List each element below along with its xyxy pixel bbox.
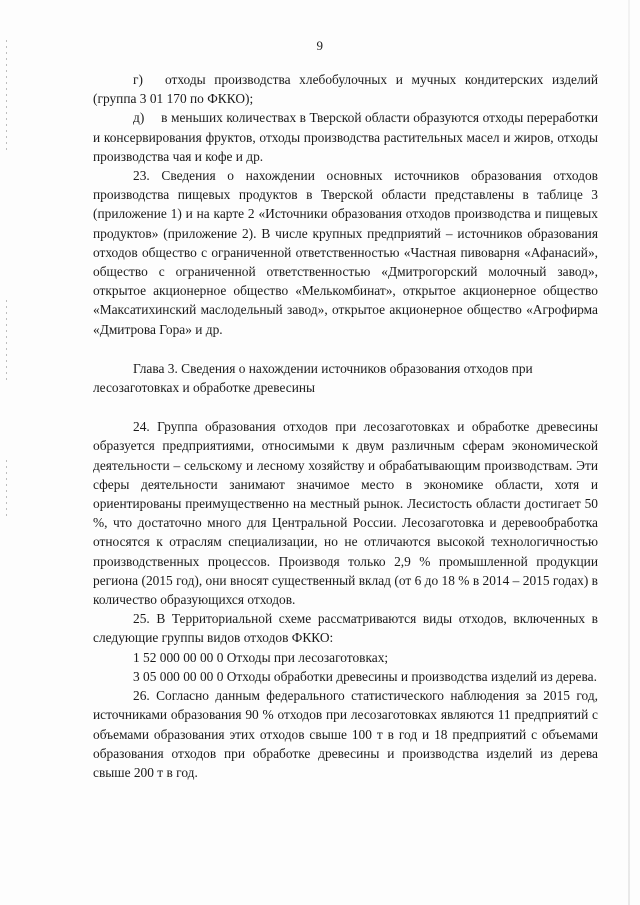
page-number: 9 xyxy=(316,38,324,53)
chapter-heading: Глава 3. Сведения о нахождении источников образования отходов при лесозаготовках и обработке древесины xyxy=(93,360,533,396)
paragraph-item-d: д) в меньших количествах в Тверской области образуются отходы переработки и консервирования фруктов, отходы производства растительных масел и жиров, отходы производства чая и кофе и др. xyxy=(93,110,598,164)
scan-edge xyxy=(628,0,630,905)
waste-code-line-2: 3 05 000 00 00 0 Отходы обработки древесины и производства изделий из дерева. xyxy=(133,668,597,684)
paragraph-26: 26. Согласно данным федерального статистического наблюдения за 2015 год, источниками образования 90 % отходов при лесозаготовках являются 11 предприятий с объемами образования этих отходов свыше 100 т в год и 18 предприятий с объемами образования отходов при обработке древесины и производства изделий из дерева свыше 200 т в год. xyxy=(93,688,598,780)
waste-code-line-1: 1 52 000 00 00 0 Отходы при лесозаготовках; xyxy=(133,649,389,665)
document-body xyxy=(93,70,598,782)
scan-margin-mark xyxy=(6,300,7,380)
scan-margin-mark xyxy=(6,40,7,150)
paragraph-25: 25. В Территориальной схеме рассматриваются виды отходов, включенных в следующие группы видов отходов ФККО: xyxy=(93,611,598,646)
paragraph-24: 24. Группа образования отходов при лесозаготовках и обработке древесины образуется предприятиями, относимыми к двум различным сферам экономической деятельности – сельскому и лесному хозяйству и обрабатывающим производствам. Эти сферы деятельности занимают значимое место в экономике области, хотя и ориентированы преимущественно на местный рынок. Лесистость области достигает 50 %, что достаточно много для Центральной России. Лесозаготовка и деревообработка относятся к отраслям специализации, но не отличаются высокой технологичностью производственных процессов. Производя только 2,9 % промышленной продукции региона (2015 год), они вносят существенный вклад (от 6 до 18 % в 2014 – 2015 годах) в количество образующихся отходов. xyxy=(93,419,598,608)
heading-spacer xyxy=(93,397,598,417)
scan-margin-mark xyxy=(6,460,7,520)
paragraph-item-g: г) отходы производства хлебобулочных и мучных кондитерских изделий (группа 3 01 170 по ФККО); xyxy=(93,72,598,107)
paragraph-23: 23. Сведения о нахождении основных источников образования отходов производства пищевых продуктов в Тверской области представлены в таблице 3 (приложение 1) и на карте 2 «Источники образования отходов производства и пищевых продуктов» (приложение 2). В числе крупных предприятий – источников образования отходов общество с ограниченной ответственностью «Частная пивоварня «Афанасий», общество с ограниченной ответственностью «Дмитрогорский молочный завод», открытое акционерное общество «Мелькомбинат», открытое акционерное общество «Максатихинский маслодельный завод», открытое акционерное общество «Агрофирма «Дмитрова Гора» и др. xyxy=(93,168,598,337)
